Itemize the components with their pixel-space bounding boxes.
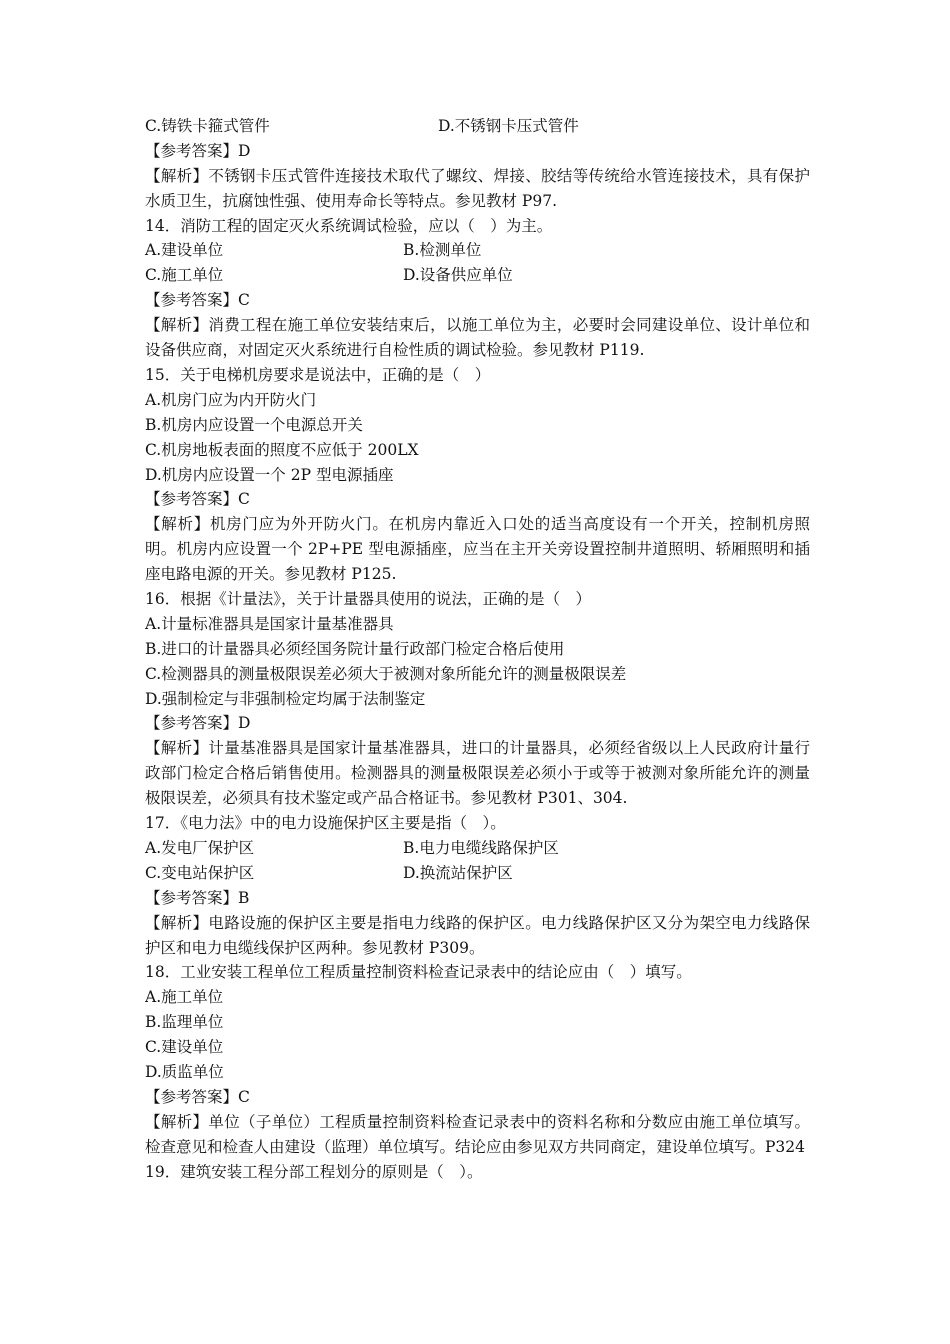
option-line: D.机房内应设置一个 2P 型电源插座 <box>145 465 394 484</box>
option-text: D.不锈钢卡压式管件 <box>438 117 579 135</box>
answer-line: 【参考答案】D <box>145 714 251 733</box>
option-line: A.机房门应为内开防火门 <box>145 390 317 409</box>
option-line: B.监理单位 <box>145 1013 224 1032</box>
option-line: D.强制检定与非强制检定均属于法制鉴定 <box>145 689 426 708</box>
explanation-paragraph: 【解析】不锈钢卡压式管件连接技术取代了螺纹、焊接、胶结等传统给水管连接技术，具有保护水质卫生，抗腐蚀性强、使用寿命长等特点。参见教材 P97. <box>145 166 810 210</box>
explanation-paragraph: 【解析】机房门应为外开防火门。在机房内靠近入口处的适当高度设有一个开关，控制机房照明。机房内应设置一个 2P+PE 型电源插座，应当在主开关旁设置控制井道照明、轿厢照明和插座电路电源的开关。参见教材 P125. <box>145 515 810 584</box>
option-line: C.建设单位 <box>145 1038 224 1057</box>
answer-line: 【参考答案】D <box>145 141 251 160</box>
explanation-paragraph: 【解析】电路设施的保护区主要是指电力线路的保护区。电力线路保护区又分为架空电力线路保护区和电力电缆线保护区两种。参见教材 P309。 <box>145 913 810 957</box>
question-18: 18．工业安装工程单位工程质量控制资料检查记录表中的结论应由（ ）填写。 <box>145 963 692 982</box>
explanation-paragraph: 【解析】单位（子单位）工程质量控制资料检查记录表中的资料名称和分数应由施工单位填写。检查意见和检查人由建设（监理）单位填写。结论应由参见双方共同商定，建设单位填写。P324 <box>145 1112 810 1156</box>
option-line: B.机房内应设置一个电源总开关 <box>145 415 363 434</box>
option-text: A.发电厂保护区 <box>145 838 255 857</box>
option-line: B.进口的计量器具必须经国务院计量行政部门检定合格后使用 <box>145 639 565 658</box>
option-text: A.建设单位 <box>145 241 224 260</box>
document-body <box>145 114 810 1185</box>
option-line: A.计量标准器具是国家计量基准器具 <box>145 614 394 633</box>
option-pair <box>145 263 810 288</box>
option-text: D.换流站保护区 <box>403 863 513 882</box>
explanation-paragraph: 【解析】消费工程在施工单位安装结束后，以施工单位为主，必要时会同建设单位、设计单位和设备供应商，对固定灭火系统进行自检性质的调试检验。参见教材 P119. <box>145 316 810 360</box>
option-pair <box>145 114 810 139</box>
question-17: 17．《电力法》中的电力设施保护区主要是指（ ）。 <box>145 814 506 833</box>
option-text: D.设备供应单位 <box>403 266 513 285</box>
option-pair <box>145 238 810 263</box>
explanation-paragraph: 【解析】计量基准器具是国家计量基准器具，进口的计量器具，必须经省级以上人民政府计量行政部门检定合格后销售使用。检测器具的测量极限误差必须小于或等于被测对象所能允许的测量极限误差，必须具有技术鉴定或产品合格证书。参见教材 P301、304. <box>145 739 810 808</box>
option-line: C.检测器具的测量极限误差必须大于被测对象所能允许的测量极限误差 <box>145 664 627 683</box>
question-15: 15．关于电梯机房要求是说法中，正确的是（ ） <box>145 365 491 384</box>
question-16: 16．根据《计量法》，关于计量器具使用的说法，正确的是（ ） <box>145 590 591 609</box>
option-text: C.铸铁卡箍式管件 <box>145 117 270 135</box>
option-text: B.电力电缆线路保护区 <box>403 838 559 857</box>
option-line: A.施工单位 <box>145 988 224 1007</box>
answer-line: 【参考答案】C <box>145 490 250 509</box>
option-text: C.施工单位 <box>145 266 224 285</box>
option-text: B.检测单位 <box>403 241 482 260</box>
question-14: 14．消防工程的固定灭火系统调试检验，应以（ ）为主。 <box>145 216 553 235</box>
answer-line: 【参考答案】C <box>145 291 250 310</box>
option-pair <box>145 836 810 861</box>
answer-line: 【参考答案】B <box>145 888 250 907</box>
option-text: C.变电站保护区 <box>145 863 255 882</box>
option-pair <box>145 861 810 886</box>
option-line: C.机房地板表面的照度不应低于 200LX <box>145 440 419 459</box>
answer-line: 【参考答案】C <box>145 1087 250 1106</box>
option-line: D.质监单位 <box>145 1063 224 1082</box>
question-19: 19．建筑安装工程分部工程划分的原则是（ ）。 <box>145 1162 483 1181</box>
